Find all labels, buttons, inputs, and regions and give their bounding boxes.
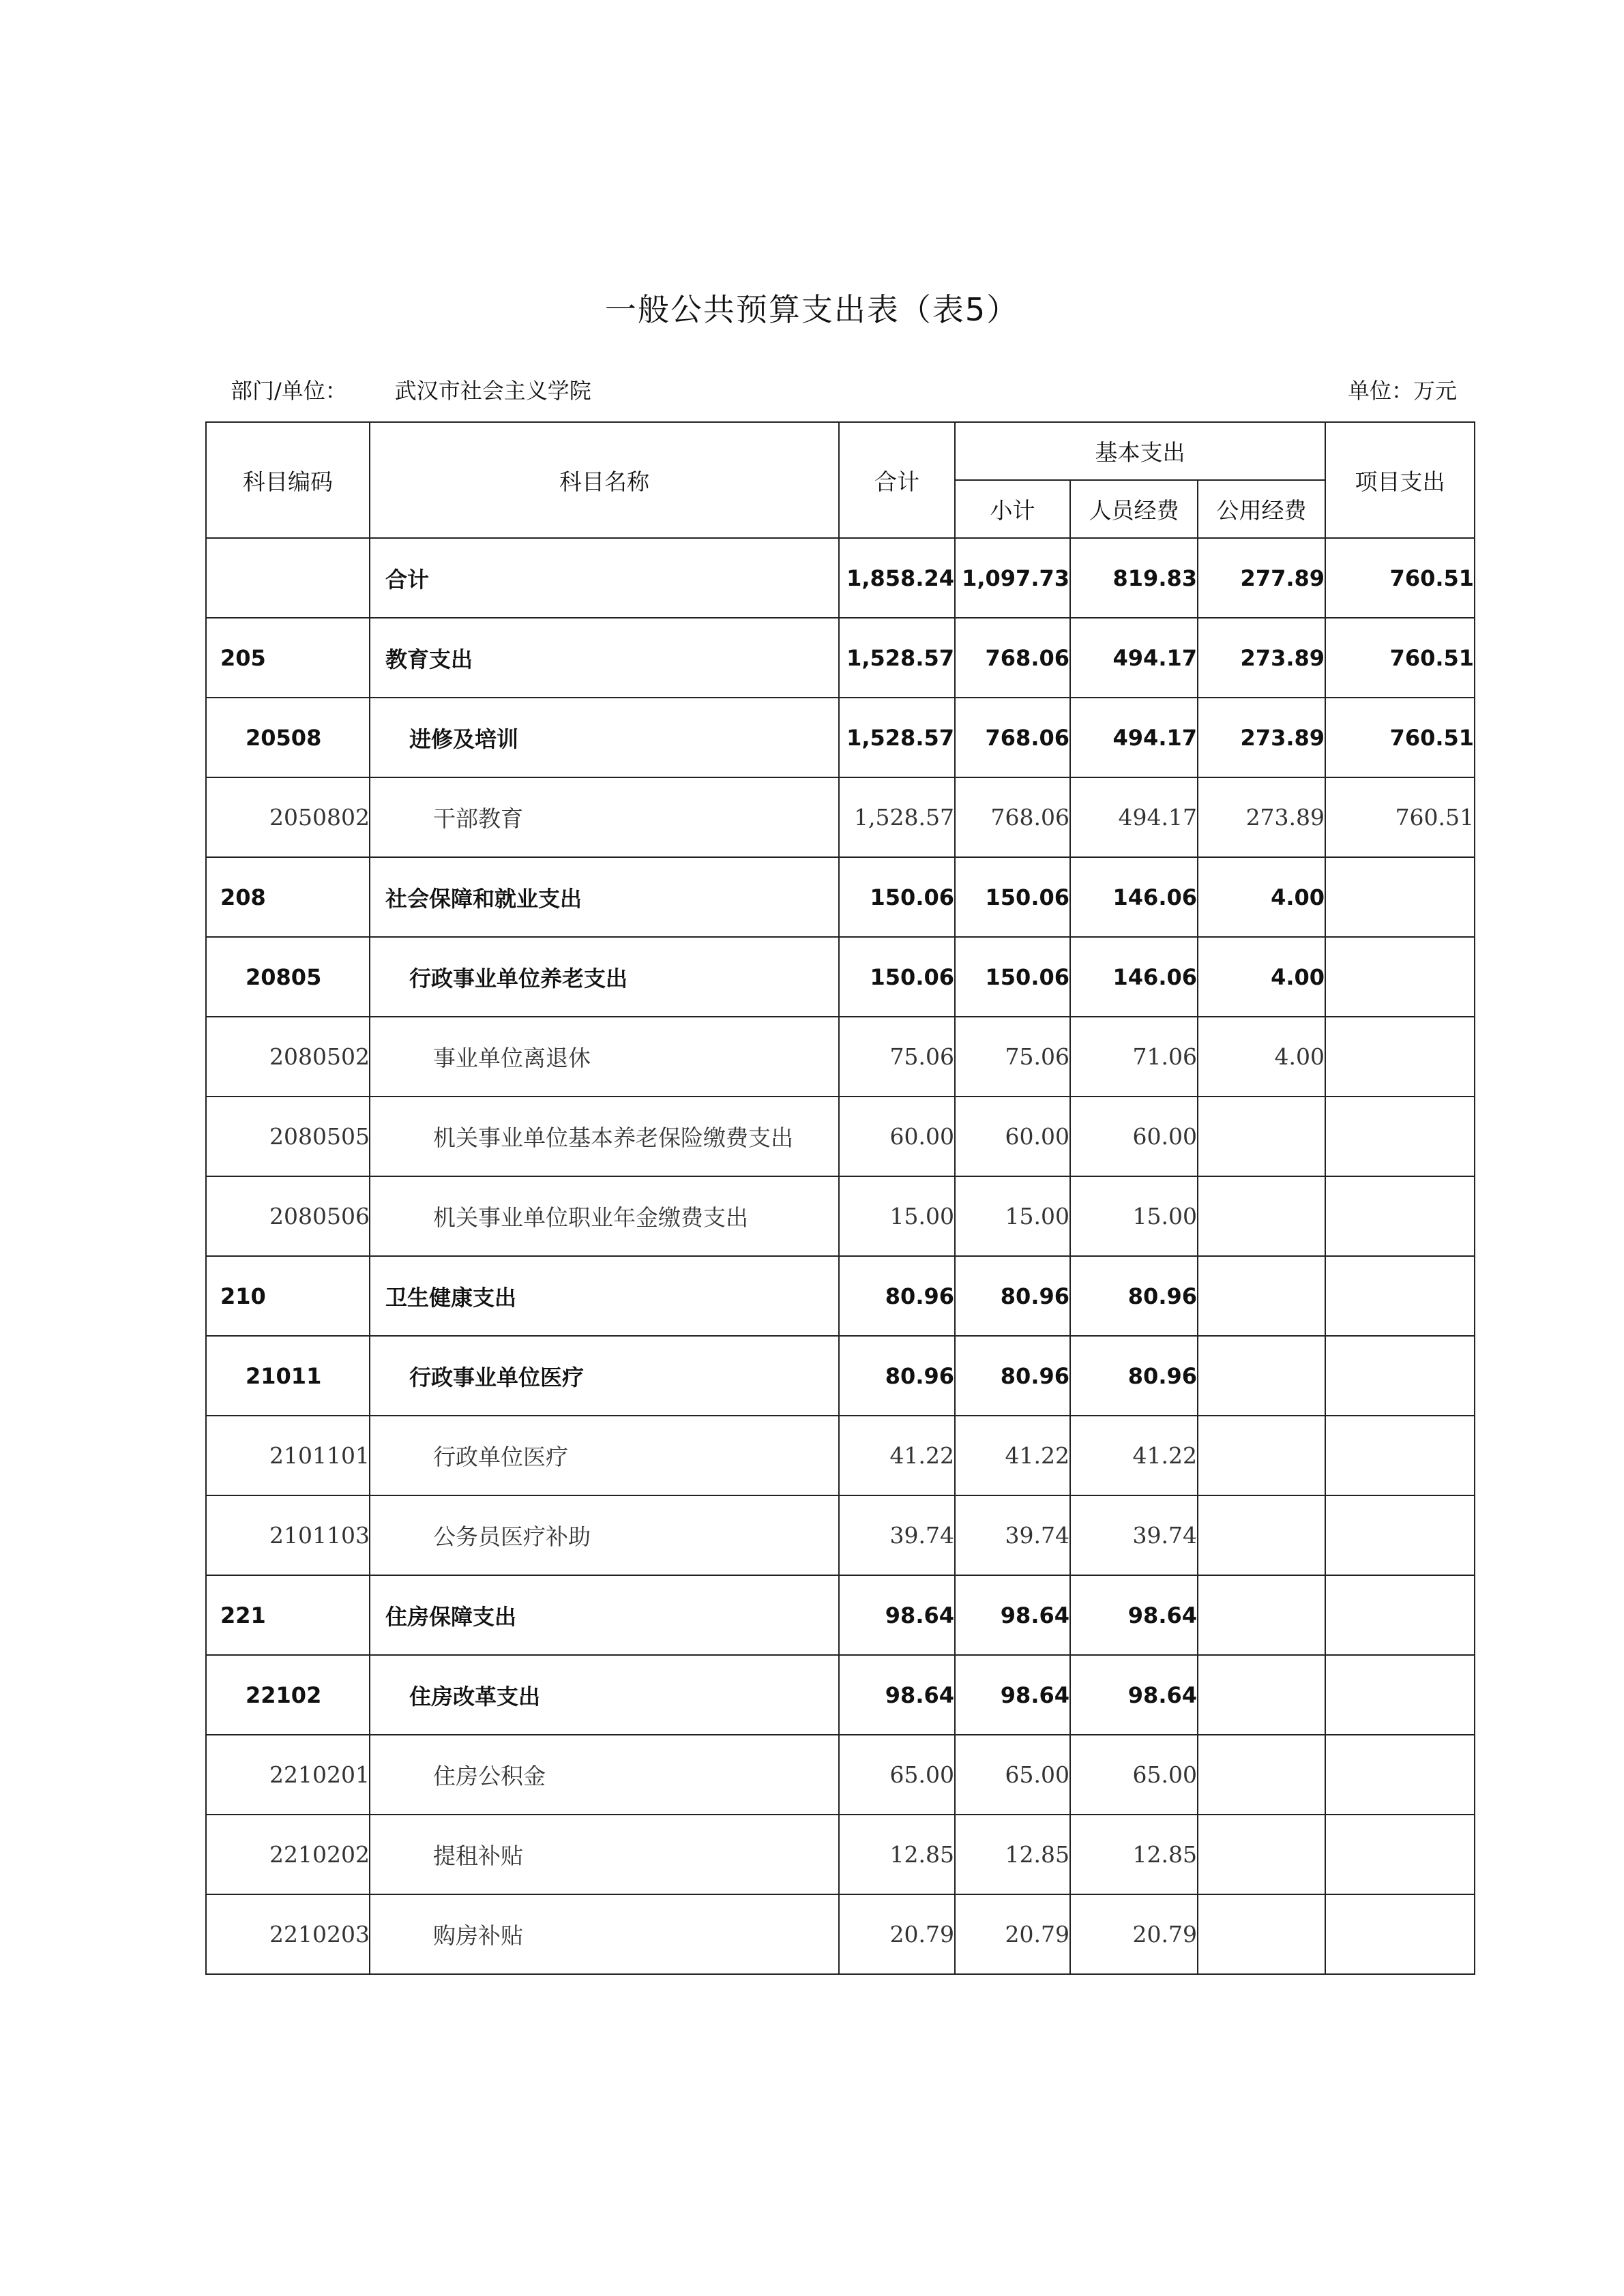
cell-subtotal: 12.85	[955, 1815, 1070, 1894]
cell-name: 公务员医疗补助	[370, 1495, 839, 1575]
cell-code: 22102	[206, 1655, 370, 1735]
cell-total: 150.06	[839, 857, 955, 937]
table-row	[206, 1097, 1475, 1176]
table-row	[206, 857, 1475, 937]
cell-public-use	[1198, 1815, 1325, 1894]
cell-name: 合计	[370, 538, 839, 618]
department-label: 部门/单位：	[231, 378, 347, 404]
cell-project: 760.51	[1325, 538, 1475, 618]
header-code: 科目编码	[206, 422, 370, 538]
header-public-use: 公用经费	[1198, 480, 1325, 538]
cell-public-use	[1198, 1416, 1325, 1495]
cell-project	[1325, 1575, 1475, 1655]
cell-personnel: 819.83	[1070, 538, 1198, 618]
cell-total: 80.96	[839, 1336, 955, 1416]
cell-project	[1325, 937, 1475, 1017]
cell-project	[1325, 1097, 1475, 1176]
cell-project: 760.51	[1325, 777, 1475, 857]
cell-code: 2101103	[206, 1495, 370, 1575]
header-name: 科目名称	[370, 422, 839, 538]
cell-project	[1325, 1894, 1475, 1974]
cell-total: 98.64	[839, 1655, 955, 1735]
cell-name: 机关事业单位职业年金缴费支出	[370, 1176, 839, 1256]
cell-code: 221	[206, 1575, 370, 1655]
table-row	[206, 1256, 1475, 1336]
unit-label: 单位：万元	[1347, 378, 1457, 404]
cell-subtotal: 150.06	[955, 937, 1070, 1017]
cell-public-use: 273.89	[1198, 698, 1325, 777]
cell-total: 1,528.57	[839, 618, 955, 698]
cell-code: 208	[206, 857, 370, 937]
cell-personnel: 98.64	[1070, 1655, 1198, 1735]
cell-subtotal: 768.06	[955, 698, 1070, 777]
cell-total: 1,528.57	[839, 698, 955, 777]
cell-project: 760.51	[1325, 698, 1475, 777]
table-row	[206, 1495, 1475, 1575]
cell-personnel: 80.96	[1070, 1336, 1198, 1416]
cell-name: 行政事业单位养老支出	[370, 937, 839, 1017]
cell-personnel: 65.00	[1070, 1735, 1198, 1815]
cell-personnel: 494.17	[1070, 618, 1198, 698]
table-row	[206, 1655, 1475, 1735]
cell-code	[206, 538, 370, 618]
cell-public-use: 273.89	[1198, 618, 1325, 698]
table-row	[206, 777, 1475, 857]
cell-code: 20508	[206, 698, 370, 777]
cell-name: 教育支出	[370, 618, 839, 698]
cell-total: 65.00	[839, 1735, 955, 1815]
cell-personnel: 494.17	[1070, 698, 1198, 777]
cell-name: 社会保障和就业支出	[370, 857, 839, 937]
cell-public-use: 4.00	[1198, 937, 1325, 1017]
cell-public-use	[1198, 1495, 1325, 1575]
cell-code: 210	[206, 1256, 370, 1336]
page-title: 一般公共预算支出表（表5）	[604, 291, 1020, 328]
cell-name: 机关事业单位基本养老保险缴费支出	[370, 1097, 839, 1176]
cell-code: 21011	[206, 1336, 370, 1416]
cell-personnel: 146.06	[1070, 937, 1198, 1017]
cell-personnel: 41.22	[1070, 1416, 1198, 1495]
cell-total: 80.96	[839, 1256, 955, 1336]
cell-personnel: 20.79	[1070, 1894, 1198, 1974]
cell-personnel: 494.17	[1070, 777, 1198, 857]
table-row	[206, 937, 1475, 1017]
table-body	[206, 538, 1475, 1974]
cell-subtotal: 75.06	[955, 1017, 1070, 1097]
cell-name: 提租补贴	[370, 1815, 839, 1894]
cell-project	[1325, 1815, 1475, 1894]
cell-name: 行政事业单位医疗	[370, 1336, 839, 1416]
cell-personnel: 71.06	[1070, 1017, 1198, 1097]
cell-total: 150.06	[839, 937, 955, 1017]
cell-name: 住房公积金	[370, 1735, 839, 1815]
cell-code: 2080502	[206, 1017, 370, 1097]
cell-total: 39.74	[839, 1495, 955, 1575]
cell-subtotal: 15.00	[955, 1176, 1070, 1256]
cell-subtotal: 768.06	[955, 618, 1070, 698]
header-project: 项目支出	[1325, 422, 1475, 538]
cell-project	[1325, 1495, 1475, 1575]
cell-code: 2080506	[206, 1176, 370, 1256]
cell-total: 1,528.57	[839, 777, 955, 857]
cell-subtotal: 60.00	[955, 1097, 1070, 1176]
cell-subtotal: 98.64	[955, 1655, 1070, 1735]
cell-personnel: 60.00	[1070, 1097, 1198, 1176]
cell-total: 75.06	[839, 1017, 955, 1097]
cell-total: 60.00	[839, 1097, 955, 1176]
cell-subtotal: 41.22	[955, 1416, 1070, 1495]
cell-personnel: 12.85	[1070, 1815, 1198, 1894]
cell-project	[1325, 1176, 1475, 1256]
cell-subtotal: 98.64	[955, 1575, 1070, 1655]
cell-project	[1325, 1655, 1475, 1735]
cell-personnel: 146.06	[1070, 857, 1198, 937]
cell-name: 行政单位医疗	[370, 1416, 839, 1495]
header-basic: 基本支出	[955, 422, 1325, 480]
cell-public-use	[1198, 1176, 1325, 1256]
cell-name: 干部教育	[370, 777, 839, 857]
cell-total: 15.00	[839, 1176, 955, 1256]
cell-total: 98.64	[839, 1575, 955, 1655]
department-info	[231, 377, 591, 404]
cell-total: 1,858.24	[839, 538, 955, 618]
cell-subtotal: 1,097.73	[955, 538, 1070, 618]
cell-personnel: 98.64	[1070, 1575, 1198, 1655]
cell-name: 住房改革支出	[370, 1655, 839, 1735]
cell-total: 41.22	[839, 1416, 955, 1495]
cell-total: 20.79	[839, 1894, 955, 1974]
cell-project	[1325, 857, 1475, 937]
cell-subtotal: 80.96	[955, 1336, 1070, 1416]
cell-code: 2050802	[206, 777, 370, 857]
table-row	[206, 1017, 1475, 1097]
cell-subtotal: 80.96	[955, 1256, 1070, 1336]
table-row	[206, 618, 1475, 698]
cell-code: 2210201	[206, 1735, 370, 1815]
cell-project	[1325, 1336, 1475, 1416]
cell-subtotal: 768.06	[955, 777, 1070, 857]
table-row	[206, 1176, 1475, 1256]
cell-personnel: 39.74	[1070, 1495, 1198, 1575]
cell-public-use: 4.00	[1198, 857, 1325, 937]
cell-project	[1325, 1256, 1475, 1336]
cell-code: 2101101	[206, 1416, 370, 1495]
cell-public-use: 273.89	[1198, 777, 1325, 857]
cell-name: 住房保障支出	[370, 1575, 839, 1655]
cell-code: 2210203	[206, 1894, 370, 1974]
cell-subtotal: 39.74	[955, 1495, 1070, 1575]
table-row	[206, 1894, 1475, 1974]
cell-name: 购房补贴	[370, 1894, 839, 1974]
cell-public-use	[1198, 1336, 1325, 1416]
table-row	[206, 1735, 1475, 1815]
cell-name: 事业单位离退休	[370, 1017, 839, 1097]
table-row	[206, 1575, 1475, 1655]
cell-personnel: 15.00	[1070, 1176, 1198, 1256]
cell-personnel: 80.96	[1070, 1256, 1198, 1336]
cell-code: 205	[206, 618, 370, 698]
cell-project	[1325, 1735, 1475, 1815]
header-total: 合计	[839, 422, 955, 538]
cell-name: 进修及培训	[370, 698, 839, 777]
cell-project: 760.51	[1325, 618, 1475, 698]
cell-public-use	[1198, 1894, 1325, 1974]
cell-public-use	[1198, 1575, 1325, 1655]
cell-subtotal: 20.79	[955, 1894, 1070, 1974]
cell-public-use	[1198, 1735, 1325, 1815]
cell-public-use	[1198, 1097, 1325, 1176]
cell-public-use: 4.00	[1198, 1017, 1325, 1097]
cell-subtotal: 65.00	[955, 1735, 1070, 1815]
table-row	[206, 538, 1475, 618]
header-subtotal: 小计	[955, 480, 1070, 538]
table-row	[206, 1815, 1475, 1894]
table-row	[206, 698, 1475, 777]
header-personnel: 人员经费	[1070, 480, 1198, 538]
cell-public-use	[1198, 1655, 1325, 1735]
cell-total: 12.85	[839, 1815, 955, 1894]
cell-subtotal: 150.06	[955, 857, 1070, 937]
cell-project	[1325, 1416, 1475, 1495]
cell-public-use	[1198, 1256, 1325, 1336]
table-row	[206, 1416, 1475, 1495]
cell-code: 20805	[206, 937, 370, 1017]
budget-table	[205, 421, 1475, 1975]
cell-public-use: 277.89	[1198, 538, 1325, 618]
department-name: 武汉市社会主义学院	[394, 378, 591, 404]
cell-name: 卫生健康支出	[370, 1256, 839, 1336]
cell-project	[1325, 1017, 1475, 1097]
table-row	[206, 1336, 1475, 1416]
cell-code: 2210202	[206, 1815, 370, 1894]
cell-code: 2080505	[206, 1097, 370, 1176]
